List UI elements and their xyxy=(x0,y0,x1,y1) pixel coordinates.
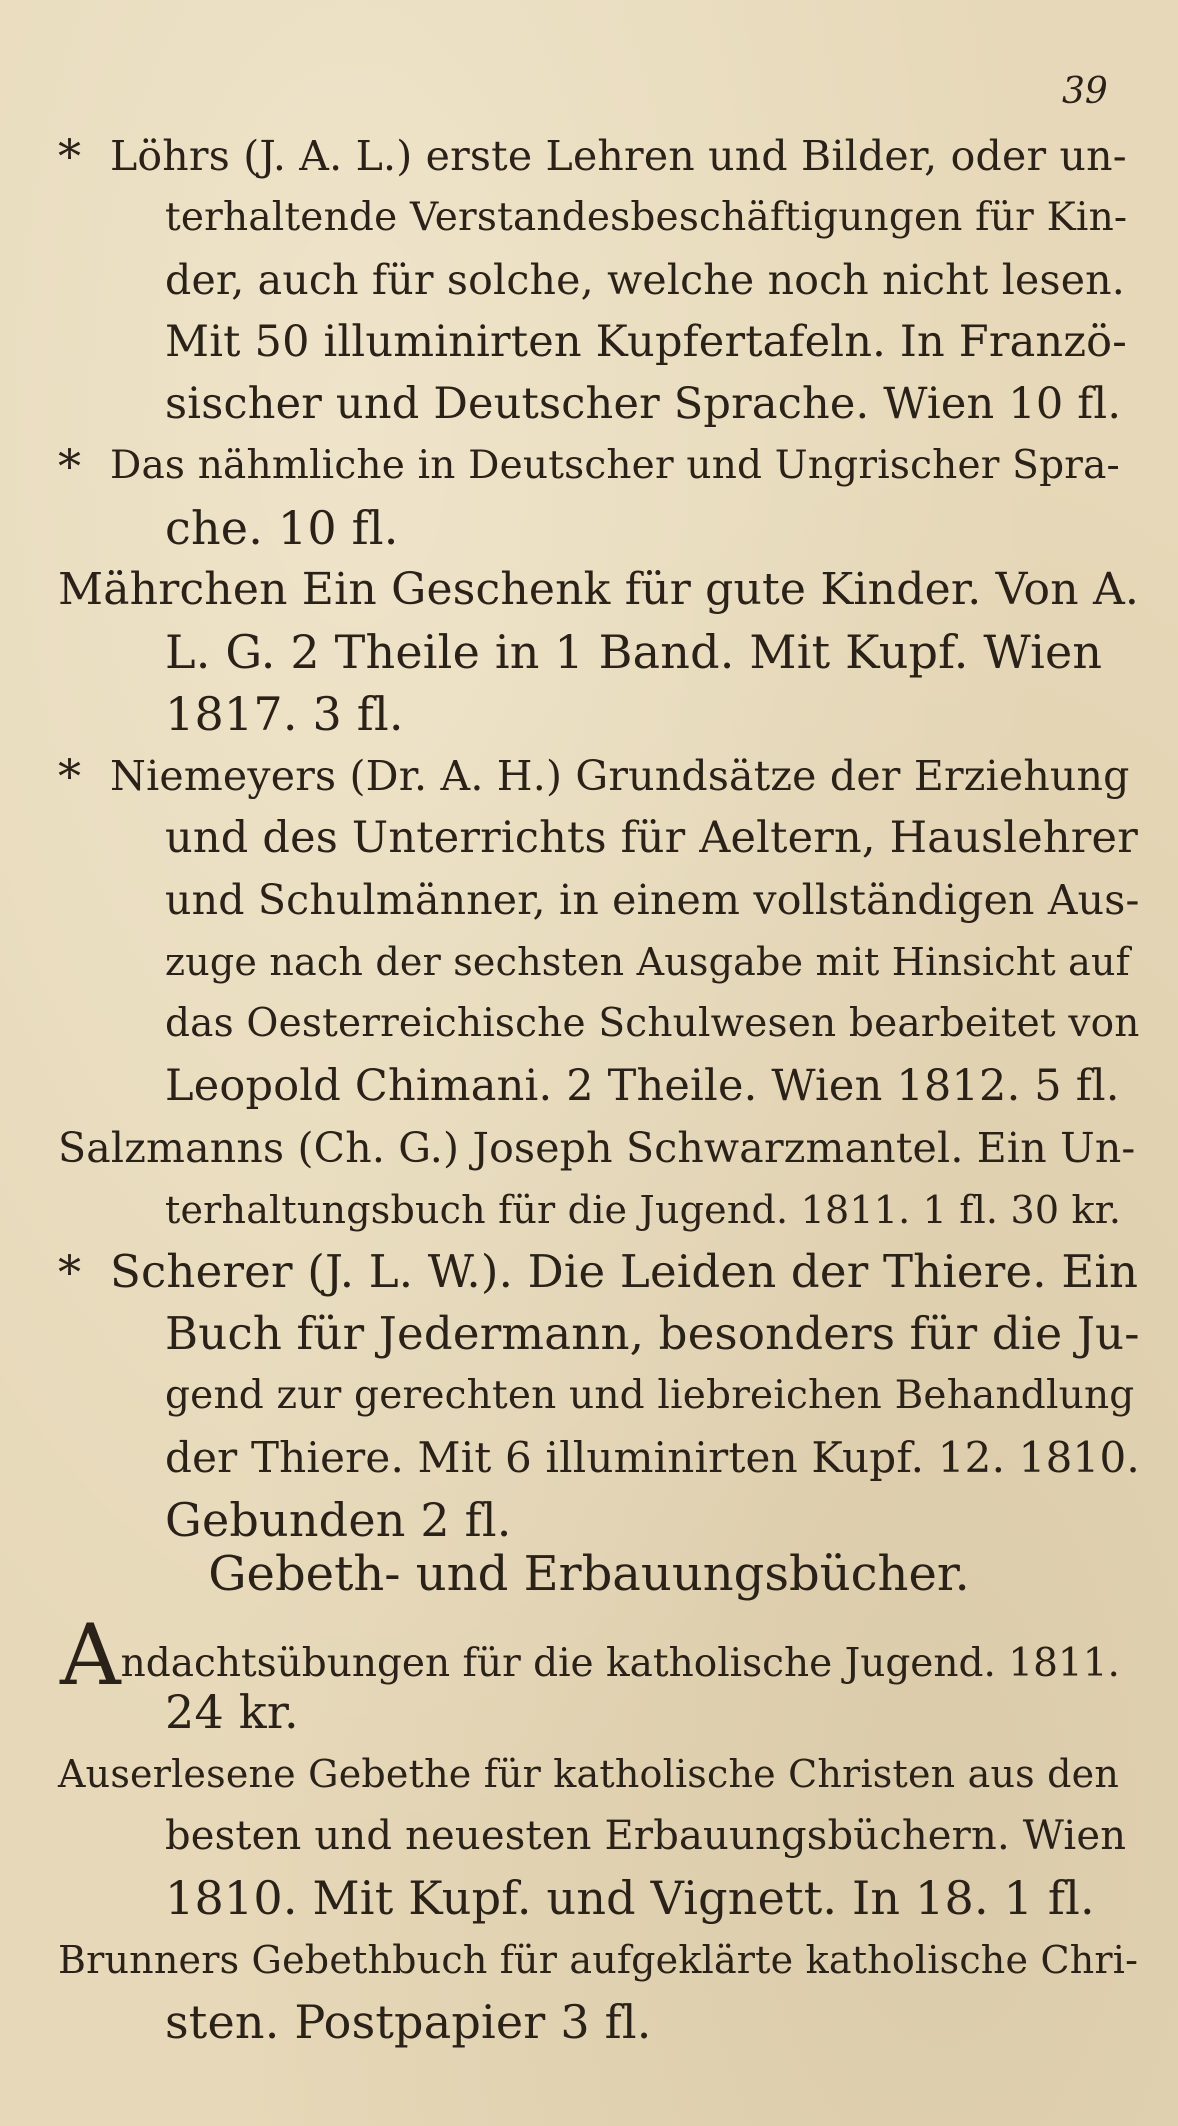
entry-line: Gebunden 2 fl. xyxy=(165,1493,512,1547)
entry-line: der, auch für solche, welche noch nicht lesen. xyxy=(165,256,1126,304)
entry-star-marker: * xyxy=(58,749,82,803)
page-number: 39 xyxy=(1062,71,1108,112)
entry-line: Mit 50 illuminirten Kupfertafeln. In Franzö- xyxy=(165,317,1128,367)
entry-line-text: ndachtsübungen für die katholische Jugend. 1811. xyxy=(120,1641,1120,1686)
entry-line: Brunners Gebethbuch für aufgeklärte katholische Chri- xyxy=(58,1938,1139,1982)
entry-line: und des Unterrichts für Aeltern, Hauslehrer xyxy=(165,813,1138,863)
entry-line: L. G. 2 Theile in 1 Band. Mit Kupf. Wien xyxy=(165,625,1103,679)
entry-line: Niemeyers (Dr. A. H.) Grundsätze der Erziehung xyxy=(110,752,1130,800)
entry-line: sischer und Deutscher Sprache. Wien 10 fl. xyxy=(165,379,1122,429)
entry-line: Löhrs (J. A. L.) erste Lehren und Bilder, oder un- xyxy=(110,132,1127,180)
entry-line xyxy=(60,1606,1120,1704)
entry-line: 24 kr. xyxy=(165,1685,299,1739)
entry-line: terhaltende Verstandesbeschäftigungen für Kin- xyxy=(165,195,1128,240)
entry-line: zuge nach der sechsten Ausgabe mit Hinsicht auf xyxy=(165,940,1130,984)
entry-line: Buch für Jedermann, besonders für die Ju- xyxy=(165,1307,1140,1360)
entry-line: gend zur gerechten und liebreichen Behandlung xyxy=(165,1373,1135,1418)
section-heading: Gebeth- und Erbauungsbücher. xyxy=(208,1546,970,1602)
entry-line: Scherer (J. L. W.). Die Leiden der Thiere. Ein xyxy=(110,1245,1139,1298)
entry-line: das Oesterreichische Schulwesen bearbeitet von xyxy=(165,1001,1140,1046)
entry-line: 1817. 3 fl. xyxy=(165,687,404,741)
drop-cap-letter: A xyxy=(60,1606,121,1704)
entry-line: Salzmanns (Ch. G.) Joseph Schwarzmantel. Ein Un- xyxy=(58,1124,1136,1172)
entry-line: besten und neuesten Erbauungsbüchern. Wien xyxy=(165,1813,1127,1859)
entry-line: sten. Postpapier 3 fl. xyxy=(165,1995,652,2049)
entry-line: Leopold Chimani. 2 Theile. Wien 1812. 5 fl. xyxy=(165,1061,1120,1111)
entry-star-marker: * xyxy=(58,439,82,493)
entry-line: und Schulmänner, in einem vollständigen Aus- xyxy=(165,876,1140,924)
entry-line: Auserlesene Gebethe für katholische Christen aus den xyxy=(58,1752,1120,1796)
entry-line: 1810. Mit Kupf. und Vignett. In 18. 1 fl. xyxy=(165,1871,1095,1925)
entry-line: Mährchen Ein Geschenk für gute Kinder. Von A. xyxy=(58,564,1140,615)
entry-line: der Thiere. Mit 6 illuminirten Kupf. 12. 1810. xyxy=(165,1433,1140,1482)
entry-line: Das nähmliche in Deutscher und Ungrischer Spra- xyxy=(110,443,1120,488)
entry-star-marker: * xyxy=(58,1245,82,1299)
entry-star-marker: * xyxy=(58,129,82,183)
entry-line: che. 10 fl. xyxy=(165,501,399,555)
entry-line: terhaltungsbuch für die Jugend. 1811. 1 fl. 30 kr. xyxy=(165,1188,1122,1232)
